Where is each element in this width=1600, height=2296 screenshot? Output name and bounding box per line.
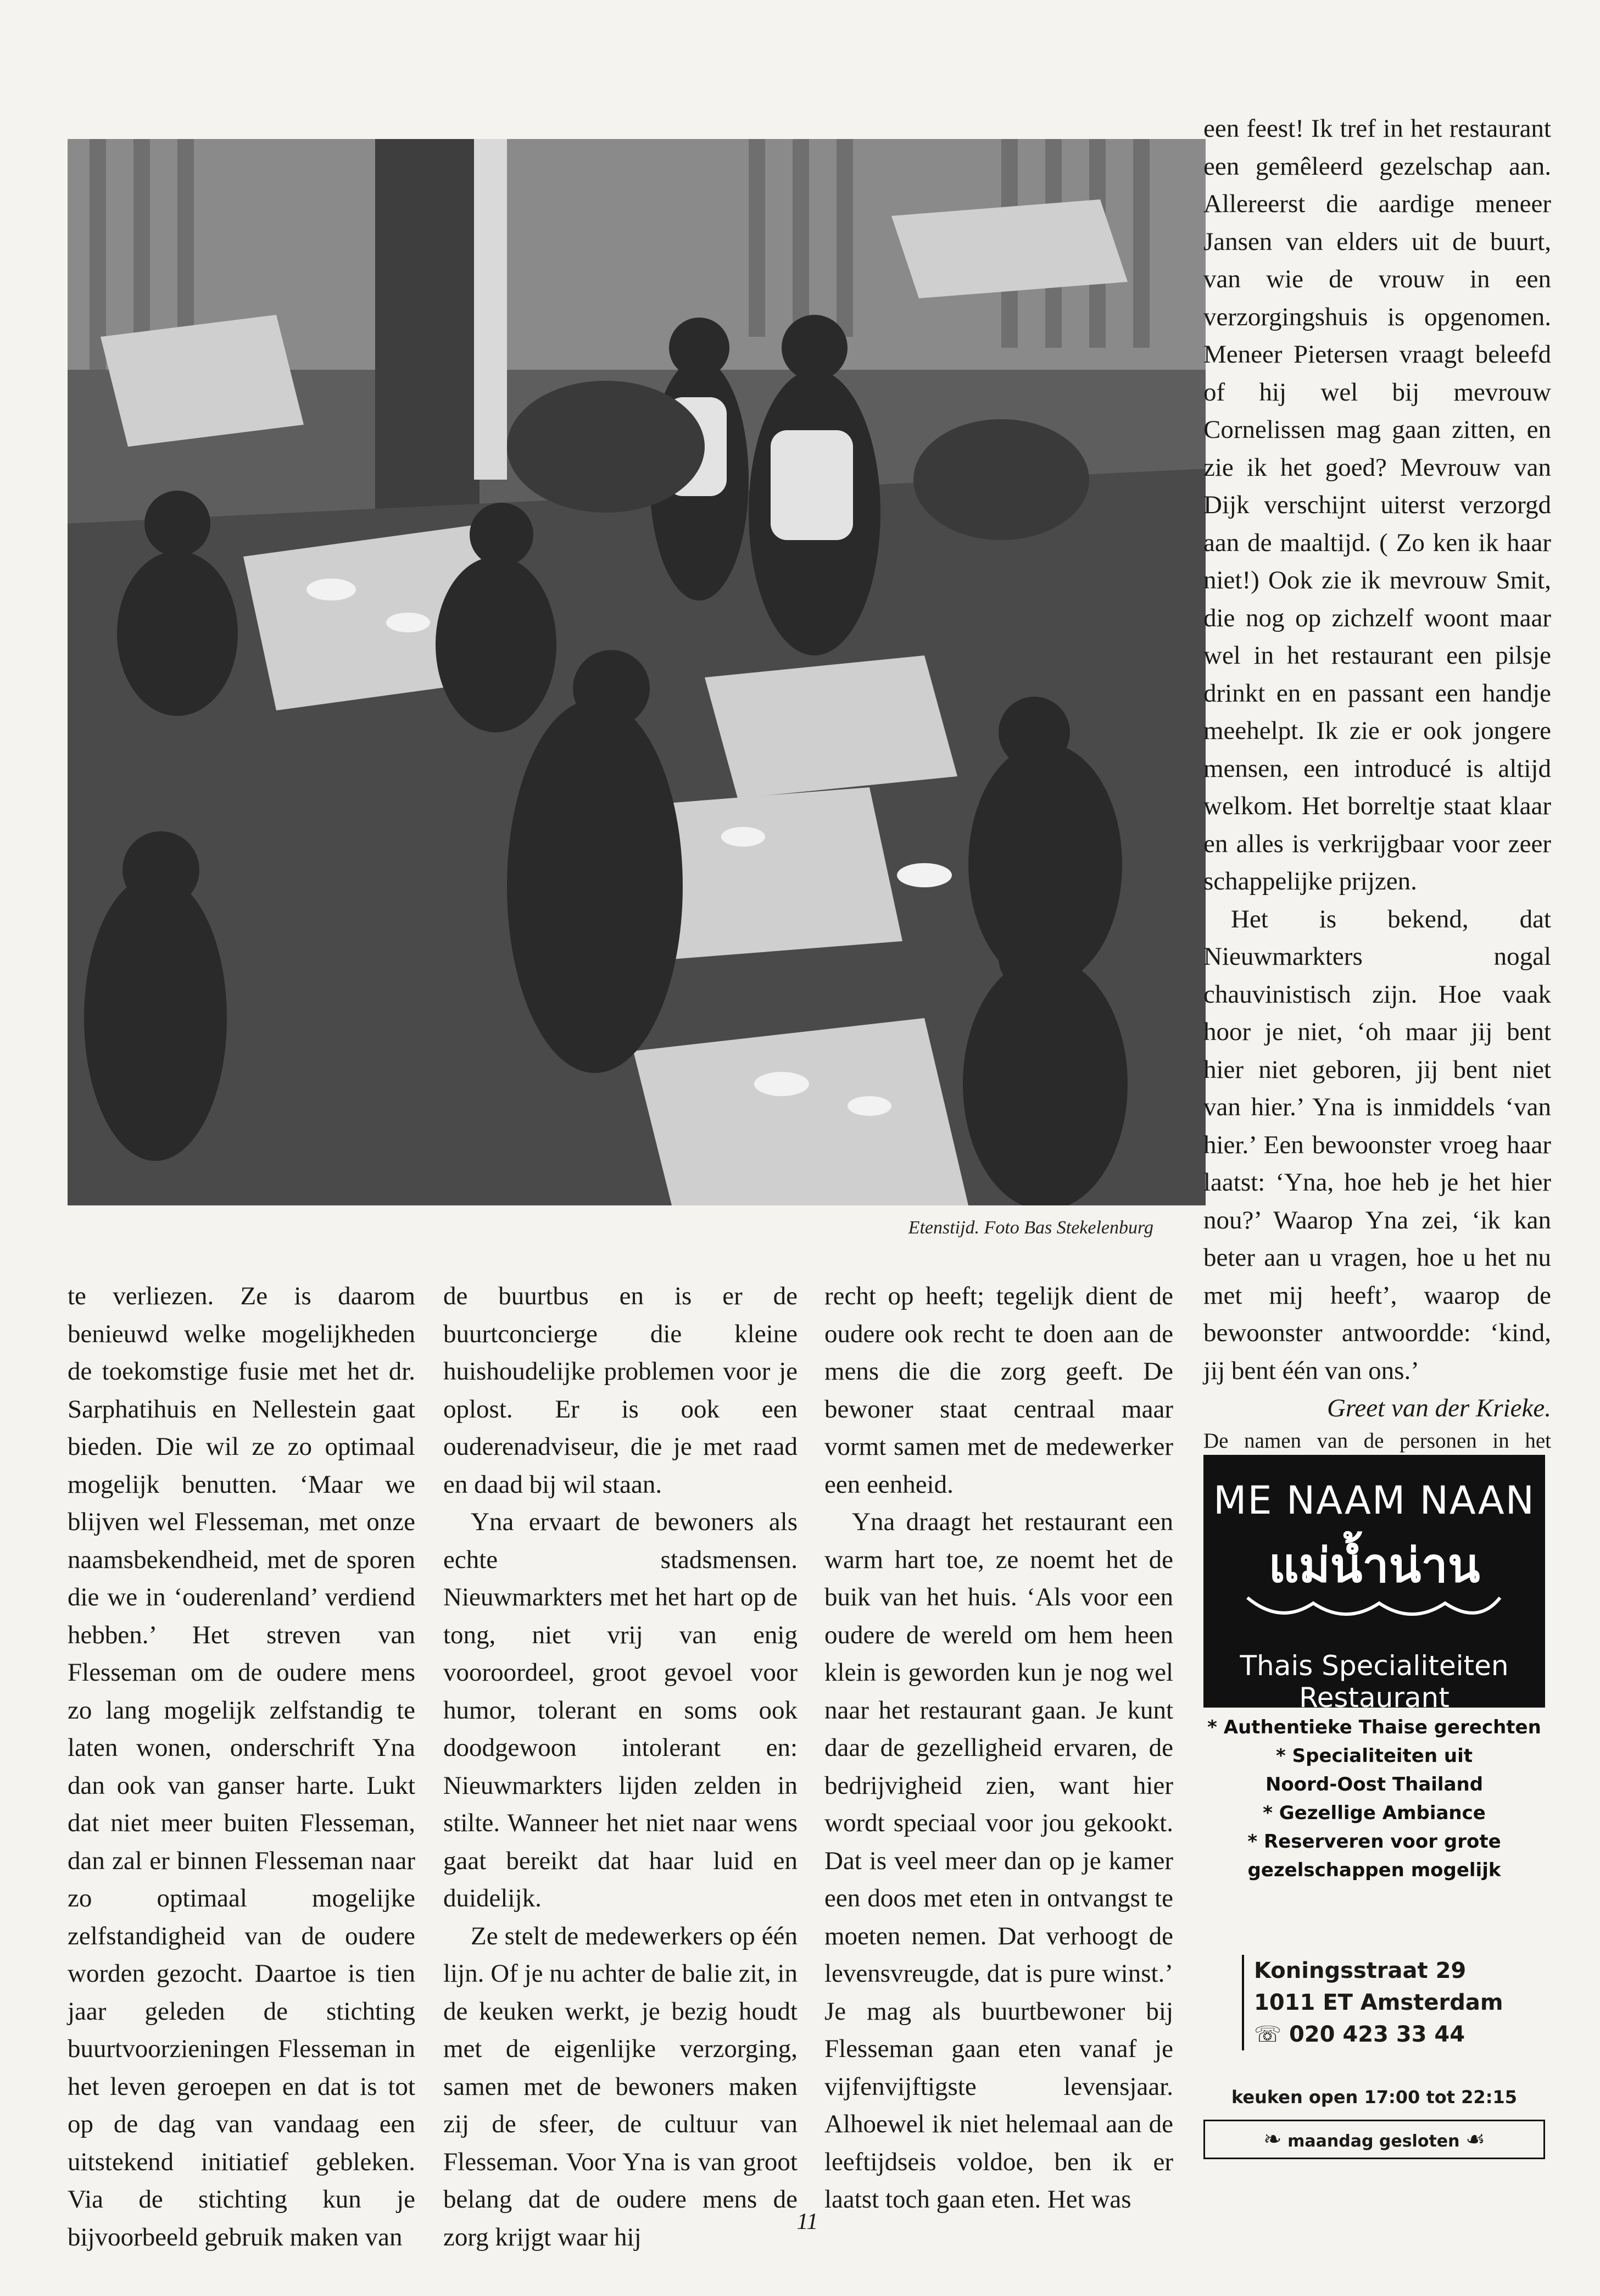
paragraph: de buurtbus en is er de buurtconcierge die kleine huishoudelijke problemen voor je oplost. Er is ook een ouderenadviseur, die je met raad en daad bij wil staan.	[443, 1282, 798, 1499]
article-column-3	[824, 1277, 1173, 2219]
ad-city: 1011 ET Amsterdam	[1254, 1990, 1503, 2015]
ad-feature: Noord-Oost Thailand	[1265, 1774, 1484, 1795]
names-note: De namen van de personen in het	[1203, 1428, 1551, 1453]
phone-icon: ☏	[1254, 2022, 1282, 2047]
paragraph: Ze stelt de medewerkers op één lijn. Of je nu achter de balie zit, in de keuken werkt, je bezig houdt met de eigenlijke verzorging, samen met de bewoners maken zij de sfeer, de cultuur van Flesseman. Voor Yna is van groot belang dat de oudere mens de zorg krijgt waar hij	[443, 1921, 798, 2251]
ad-phone-line	[1254, 2019, 1503, 2050]
article-column-2	[443, 1277, 798, 2256]
flourish-icon: ☙	[1465, 2127, 1485, 2152]
ad-feature: * Specialiteiten uit	[1276, 1745, 1473, 1767]
ad-feature: gezelschappen mogelijk	[1247, 1859, 1501, 1881]
ad-feature: * Reserveren voor grote	[1247, 1831, 1501, 1853]
ad-header	[1203, 1455, 1545, 1714]
ad-tagline: Thais Specialiteiten Restaurant	[1240, 1650, 1509, 1714]
ad-phone: 020 423 33 44	[1289, 2022, 1465, 2047]
ad-address	[1242, 1955, 1503, 2050]
paragraph: Yna ervaart de bewoners als echte stadsmensen. Nieuwmarkters met het hart op de tong, niet vrij van enig vooroordeel, groot gevoel voor humor, tolerant en soms ook doodgewoon intolerant en: Nieuwmarkters lijden zelden in stilte. Wanneer het niet naar wens gaat bereikt dat haar luid en duidelijk.	[443, 1508, 798, 1913]
paragraph: recht op heeft; tegelijk dient de oudere ook recht te doen aan de mens die die zorg geeft. De bewoner staat centraal maar vormt samen met de medewerker een eenheid.	[824, 1282, 1173, 1499]
article-column-1	[68, 1277, 415, 2256]
ad-features	[1203, 1713, 1545, 1884]
photo-illustration	[68, 139, 1206, 1205]
author-signature: Greet van der Krieke.	[1326, 1394, 1551, 1422]
ad-feature: * Authentieke Thaise gerechten	[1207, 1716, 1541, 1738]
restaurant-advertisement	[1203, 1455, 1545, 2152]
paragraph: een feest! Ik tref in het restaurant een gemêleerd gezelschap aan. Allereerst die aardige meneer Jansen van elders uit de buurt, van wie de vrouw in een verzorgingshuis is opgenomen. Meneer Pietersen vraagt beleefd of hij wel bij mevrouw Cornelissen mag gaan zitten, en zie ik het goed? Mevrouw van Dijk verschijnt uiterst verzorgd aan de maaltijd. ( Zo ken ik haar niet!) Ook zie ik mevrouw Smit, die nog op zichzelf woont maar wel in het restaurant een pilsje drinkt en en passant een handje meehelpt. Ik zie er ook jongere mensen, een introducé is altijd welkom. Het borreltje staat klaar en alles is verkrijgbaar voor zeer schappelijke prijzen.	[1203, 114, 1551, 896]
ad-closed: maandag gesloten	[1287, 2132, 1460, 2151]
ad-restaurant-name: ME NAAM NAAN	[1213, 1478, 1536, 1523]
paragraph: Yna draagt het restaurant een warm hart toe, ze noemt het de buik van het huis. ‘Als voor een oudere de wereld om hem heen klein is geworden kun je nog wel naar het restaurant gaan. Je kunt daar de gezelligheid ervaren, de bedrijvigheid zien, want hier wordt speciaal voor jou gekookt. Dat is veel meer dan op je kamer een doos met eten in ontvangst te moeten nemen. Dat verhoogt de levensvreugde, dat is pure winst.’ Je mag als buurtbewoner bij Flesseman gaan eten vanaf je vijfenvijftigste levensjaar. Alhoewel ik niet helemaal aan de leeftijdseis voldoe, ben ik er laatst toch gaan eten. Het was	[824, 1508, 1173, 2214]
ad-street: Koningsstraat 29	[1254, 1958, 1467, 1983]
page-number: 11	[796, 2209, 818, 2234]
paragraph: Het is bekend, dat Nieuwmarkters nogal chauvinistisch zijn. Hoe vaak hoor je niet, ‘oh maar jij bent hier niet geboren, jij bent niet van hier.’ Yna is inmiddels ‘van hier.’ Een bewoonster vroeg haar laatst: ‘Yna, hoe heb je het hier nou?’ Waarop Yna zei, ‘ik kan beter aan u vragen, hoe u het nu met mij heeft’, waarop de bewoonster antwoordde: ‘kind, jij bent één van ons.’	[1203, 904, 1551, 1385]
ad-closed-box	[1203, 2120, 1545, 2159]
paragraph: te verliezen. Ze is daarom benieuwd welke mogelijkheden de toekomstige fusie met het dr. Sarphatihuis en Nellestein gaat bieden. Die wil ze zo optimaal mogelijk benutten. ‘Maar we blijven wel Flesseman, met onze naamsbekendheid, met de sporen die we in ‘ouderenland’ verdiend hebben.’ Het streven van Flesseman om de oudere mens zo lang mogelijk zelfstandig te laten wonen, onderschrift Yna dan ook van ganser harte. Lukt dat niet meer buiten Flesseman, dan zal er binnen Flesseman naar zo optimaal mogelijke zelfstandigheid van de oudere worden gezocht. Daartoe is tien jaar geleden de stichting buurtvoorzieningen Flesseman in het leven geroepen en dat is tot op de dag van vandaag een uitstekend initiatief gebleken. Via de stichting kun je bijvoorbeeld gebruik maken van	[68, 1282, 415, 2251]
article-column-4	[1203, 110, 1551, 1482]
wave-ornament-icon	[1242, 1587, 1506, 1625]
restaurant-photo	[68, 139, 1206, 1205]
ad-feature: * Gezellige Ambiance	[1263, 1802, 1486, 1824]
ad-thai-name: แม่น้ำน่าน	[1268, 1538, 1480, 1593]
ad-body	[1203, 1713, 1545, 2152]
photo-caption: Etenstijd. Foto Bas Stekelenburg	[908, 1218, 1153, 1238]
flourish-icon: ❧	[1263, 2127, 1282, 2152]
ad-hours: keuken open 17:00 tot 22:15	[1231, 2087, 1518, 2108]
